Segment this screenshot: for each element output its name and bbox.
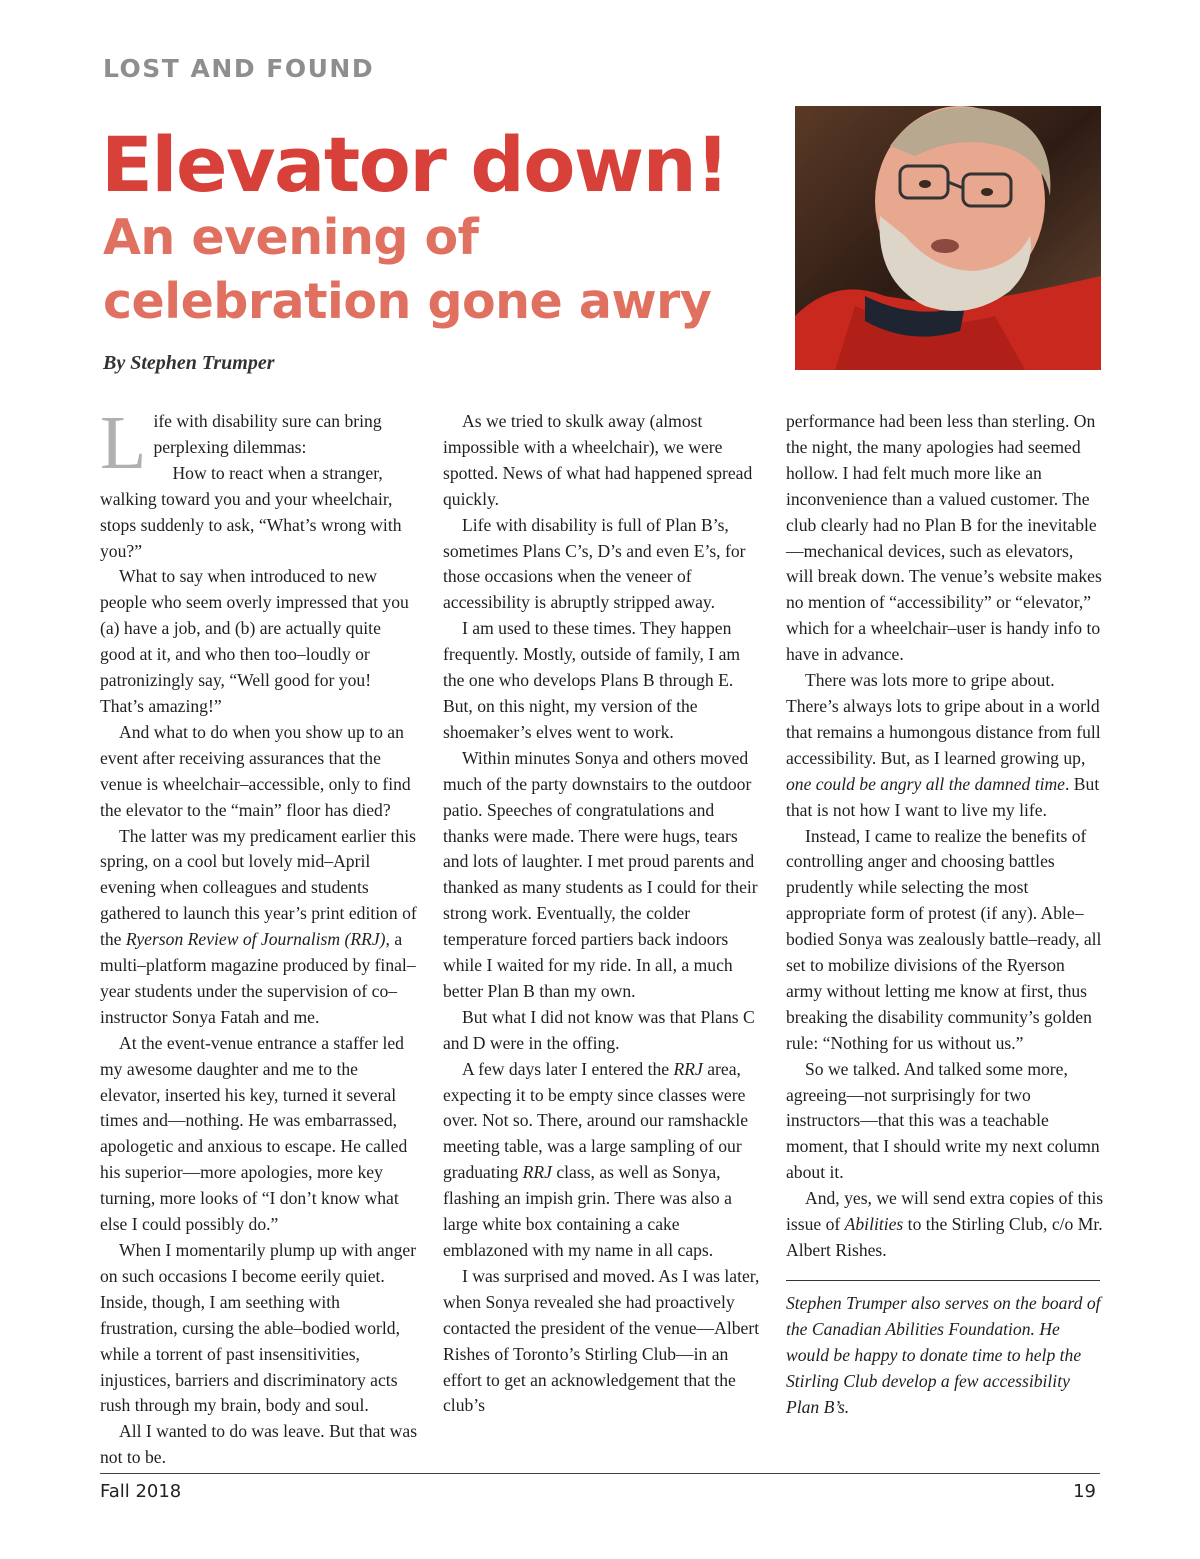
article-column-1 — [100, 401, 418, 1471]
footer-divider — [100, 1473, 1100, 1474]
paragraph: All I wanted to do was leave. But that was not to be. — [100, 1421, 418, 1468]
publication-title: Ryerson Review of Journalism (RRJ) — [125, 929, 386, 950]
section-kicker: LOST AND FOUND — [103, 54, 375, 83]
paragraph: There was lots more to gripe about. There’s always lots to gripe about in a world that remains a humongous distance from full accessibility. But, as I learned growing up, one could be angry all the damned time. But that is not how I want to live my life. — [786, 670, 1101, 820]
paragraph: But what I did not know was that Plans C and D were in the offing. — [443, 1006, 755, 1053]
paragraph: The latter was my predicament earlier this spring, on a cool but lovely mid–April evening when colleagues and students gathered to launch this year’s print edition of the Ryerson Review of Journalism (RRJ), a multi–platform magazine produced by final–year students under the supervision of co–instructor Sonya Fatah and me. — [100, 825, 417, 1027]
paragraph: How to react when a stranger, walking toward you and your wheelchair, stops suddenly to ask, “What’s wrong with you?” — [100, 462, 402, 561]
paragraph: Life with disability is full of Plan B’s, sometimes Plans C’s, D’s and even E’s, for those occasions when the veneer of accessibility is abruptly stripped away. — [443, 514, 746, 613]
paragraph: And, yes, we will send extra copies of this issue of Abilities to the Stirling Club, c/o Mr. Albert Rishes. — [786, 1188, 1104, 1260]
paragraph: A few days later I entered the RRJ area, expecting it to be empty since classes were over. Not so. There, around our ramshackle meeting table, was a large sampling of our graduating RRJ class, as well as Sonya, flashing an impish grin. There was also a large white box containing a cake emblazoned with my name in all caps. — [443, 1058, 749, 1260]
drop-cap: L — [100, 401, 147, 485]
paragraph: So we talked. And talked some more, agreeing—not surprisingly for two instructors—that this was a teachable moment, that I should write my next column about it. — [786, 1058, 1100, 1183]
article-column-2 — [443, 409, 761, 1419]
paragraph: Life with disability sure can bring perplexing dilemmas: — [100, 401, 382, 485]
paragraph: At the event-venue entrance a staffer led my awesome daughter and me to the elevator, inserted his key, turned it several times and—nothing. He was embarrassed, apologetic and anxious to escape. He called his superior—more apologies, more key turning, more looks of “I don’t know what else I could possibly do.” — [100, 1032, 408, 1235]
paragraph: And what to do when you show up to an event after receiving assurances that the venue is wheelchair–accessible, only to find the elevator to the “main” floor has died? — [100, 721, 411, 820]
paragraph: What to say when introduced to new people who seem overly impressed that you (a) have a job, and (b) are actually quite good at it, and who then too–loudly or patronizingly say, “Well good for you! That’s amazing!” — [100, 566, 409, 716]
page-number: 19 — [1073, 1481, 1096, 1502]
headline: Elevator down! — [101, 120, 729, 209]
paragraph: When I momentarily plump up with anger on such occasions I become eerily quiet. Inside, though, I am seething with frustration, cursing the able–bodied world, while a torrent of past insensitivities, injustices, barriers and discriminatory acts rush through my brain, body and soul. — [100, 1240, 417, 1416]
issue-date: Fall 2018 — [100, 1481, 182, 1502]
subheadline: An evening of celebration gone awry — [103, 209, 712, 330]
paragraph: I am used to these times. They happen frequently. Mostly, outside of family, I am the one who develops Plans B through E. But, on this night, my version of the shoemaker’s elves went to work. — [443, 618, 741, 742]
byline: By Stephen Trumper — [103, 352, 275, 374]
paragraph: performance had been less than sterling. On the night, the many apologies had seemed hollow. I had felt much more like an inconvenience than a valued customer. The club clearly had no Plan B for the inevitable—mechanical devices, such as elevators, will break down. The venue’s website makes no mention of “accessibility” or “elevator,” which for a wheelchair–user is handy info to have in advance. — [786, 411, 1102, 665]
author-bio — [786, 1291, 1104, 1421]
bio-text: Stephen Trumper also serves on the board of the Canadian Abilities Foundation. He would be happy to donate time to help the Stirling Club develop a few accessibility Plan B’s. — [786, 1292, 1101, 1417]
bio-divider — [786, 1280, 1100, 1281]
paragraph: Instead, I came to realize the benefits of controlling anger and choosing battles prudently while selecting the most appropriate form of protest (if any). Able–bodied Sonya was zealously battle–ready, all set to mobilize divisions of the Ryerson army without letting me know at first, thus breaking the disability community’s golden rule: “Nothing for us without us.” — [786, 825, 1102, 1053]
paragraph: Within minutes Sonya and others moved much of the party downstairs to the outdoor patio. Speeches of congratulations and thanks were made. There were hugs, tears and lots of laughter. I met proud parents and thanked as many students as I could for their strong work. Eventually, the colder temperature forced partiers back indoors while I waited for my ride. In all, a much better Plan B than my own. — [443, 747, 758, 1001]
paragraph: I was surprised and moved. As I was later, when Sonya revealed she had proactively contacted the president of the venue—Albert Rishes of Toronto’s Stirling Club—in an effort to get an acknowledgement that the club’s — [443, 1265, 760, 1416]
paragraph: As we tried to skulk away (almost impossible with a wheelchair), we were spotted. News of what had happened spread quickly. — [443, 411, 753, 509]
portrait-photo — [795, 106, 1101, 370]
article-column-3 — [786, 409, 1104, 1420]
